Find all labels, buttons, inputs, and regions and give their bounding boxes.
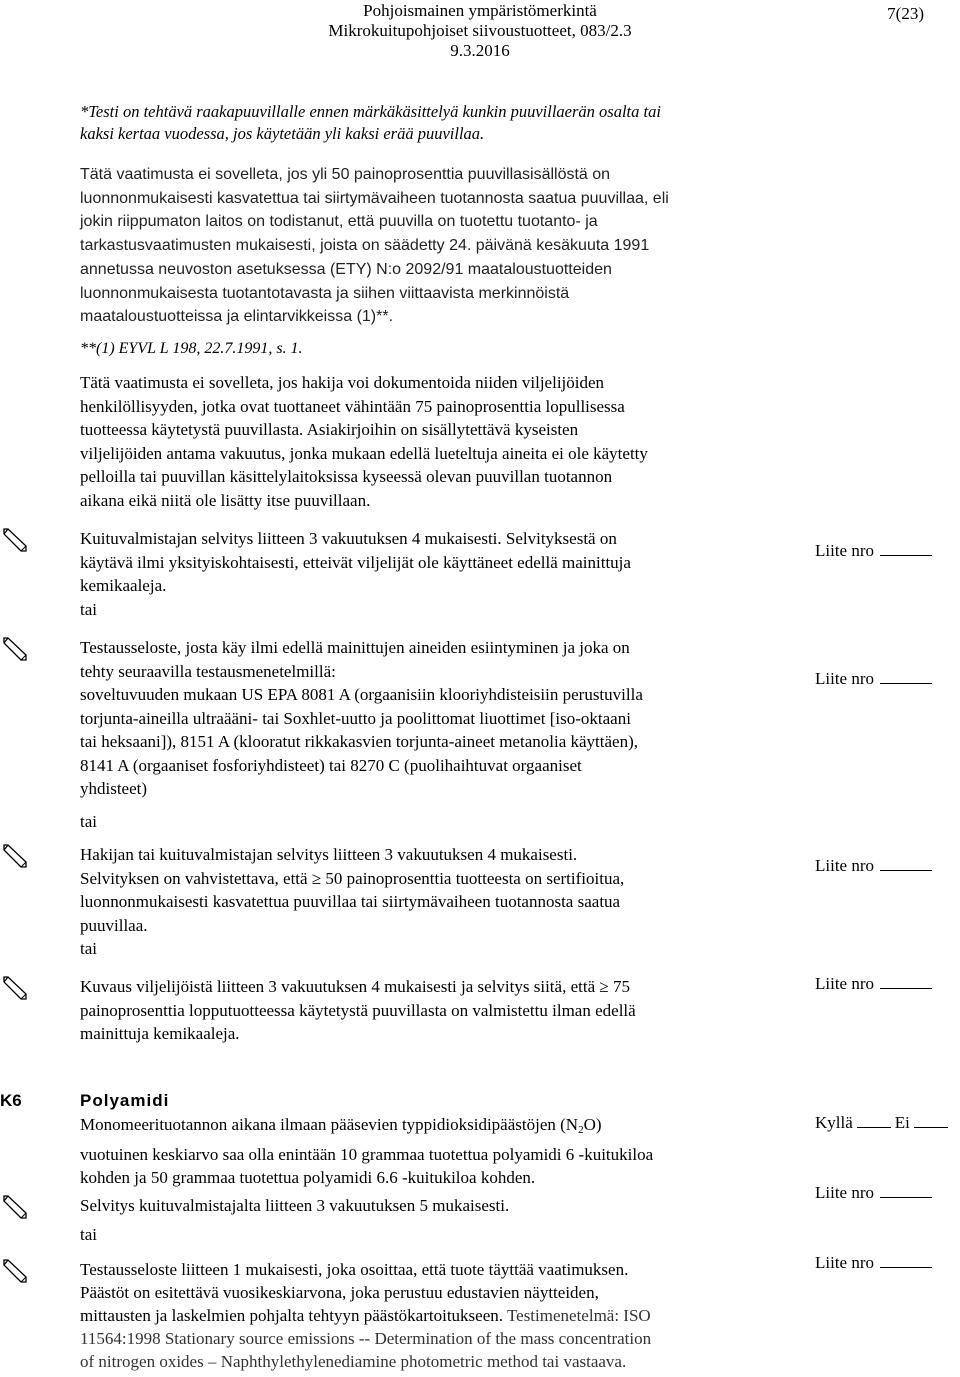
or-label: tai [80,1224,97,1244]
attachment-blank[interactable] [880,541,932,556]
paragraph-line: henkilöllisyyden, jotka ovat tuottaneet vähintään 75 painoprosenttia lopullisessa [80,396,625,416]
paragraph-line: annetussa neuvoston asetuksessa (ETY) N:o 2092/91 maataloustuotteiden [80,260,612,278]
attachment-label: Liite nro [815,1253,875,1272]
text-segment: Monomeerituotannon aikana ilmaan pääsevien typpidioksidipäästöjen (N [80,1115,579,1134]
greater-equal-symbol: ≥ [311,868,322,888]
text-segment: 75 [608,977,630,996]
attachment-number-field[interactable] [815,1181,955,1205]
requirement-line: vuotuinen keskiarvo saa olla enintään 10 grammaa tuotettua polyamidi 6 -kuitukiloa [80,1144,654,1164]
or-label: tai [80,811,97,831]
paragraph-line: luonnonmukaisesti kasvatettua tai siirtymävaiheen tuotannosta saatua puuvillaa, eli [80,189,669,207]
attachment-label: Liite nro [815,1183,875,1202]
pencil-icon [2,527,30,553]
header-subtitle: Mikrokuitupohjoiset siivoustuotteet, 083/2.3 [328,21,632,40]
pencil-icon [2,975,30,1001]
requirement-4 [80,975,780,1046]
pencil-icon [2,636,30,662]
requirement-2 [80,636,780,833]
k6-requirement-text [80,1113,780,1190]
document-header [0,2,960,62]
footnote: **(1) EYVL L 198, 22.7.1991, s. 1. [80,340,303,357]
paragraph-line: aikana eikä niitä ole lisätty itse puuvillaan. [80,490,371,510]
requirement-line: puuvillaa. [80,915,148,935]
requirement-line: luonnonmukaisesti kasvatettua puuvillaa tai siirtymävaiheen tuotannosta saatua [80,892,621,911]
paragraph-line: jokin riippumaton laitos on todistanut, että puuvilla on tuotettu tuotanto- ja [80,213,598,231]
paragraph-line: tuotteessa käytetystä puuvillasta. Asiakirjoihin on sisällytettävä kyseisten [80,420,579,439]
attachment-blank[interactable] [880,974,932,989]
or-label: tai [80,599,97,619]
requirement-line [80,1304,780,1327]
pencil-icon [2,1194,30,1220]
note-line: *Testi on tehtävä raakapuuvillalle ennen märkäkäsittelyä kunkin puuvillaerän osalta tai [80,102,661,121]
or-label: tai [80,939,97,958]
paragraph-line: pelloilla tai puuvillan käsittelylaitoksissa kyseessä olevan puuvillan tuotannon [80,467,613,486]
header-date: 9.3.2016 [450,41,510,60]
k6-requirement-2 [80,1258,780,1373]
requirement-line: Testausseloste liitteen 1 mukaisesti, joka osoittaa, että tuote täyttää vaatimuksen. [80,1260,629,1279]
paragraph-line: maataloustuotteissa ja elintarvikkeissa (1)**. [80,308,394,326]
page-number: 7(23) [887,4,924,23]
requirement-line: Hakijan tai kuituvalmistajan selvitys liitteen 3 vakuutuksen 4 mukaisesti. [80,845,578,864]
requirement-1 [80,527,780,621]
attachment-blank[interactable] [880,1253,932,1268]
attachment-label: Liite nro [815,856,875,875]
exemption-paragraph-2 [80,371,780,512]
attachment-blank[interactable] [880,669,932,684]
requirement-line: 11564:1998 Stationary source emissions -- Determination of the mass concentration [80,1329,652,1348]
test-note [80,101,800,145]
paragraph-line: luonnonmukaisesta tuotantotavasta ja siihen viittaavista merkinnöistä [80,284,570,302]
paragraph-line: Tätä vaatimusta ei sovelleta, jos yli 50 painoprosenttia puuvillasisällöstä on [80,166,611,183]
text-segment: mittausten ja laskelmien pohjalta tehtyyn päästökartoitukseen. [80,1306,507,1325]
text-segment: Selvityksen on vahvistettava, että [80,868,312,888]
yes-label: Kyllä [815,1113,853,1132]
text-segment: 50 painoprosenttia tuotteesta on sertifioitua, [321,868,625,888]
requirement-line: mainittuja kemikaaleja. [80,1024,240,1043]
attachment-number-field[interactable] [815,667,955,691]
section-title: Polyamidi [80,1091,170,1110]
greater-equal-symbol: ≥ [599,977,609,996]
attachment-label: Liite nro [815,669,875,688]
section-code: K6 [0,1091,22,1110]
yes-no-field[interactable] [815,1111,952,1135]
attachment-number-field[interactable] [815,1251,955,1275]
requirement-line [80,867,780,891]
requirement-line: painoprosenttia lopputuotteessa käytetystä puuvillasta on valmistettu ilman edellä [80,1000,636,1020]
yes-blank[interactable] [857,1113,891,1128]
requirement-line: tai heksaani]), 8151 A (klooratut rikkakasvien torjunta-aineet metanolia käyttäen), [80,732,638,751]
k6-requirement-1 [80,1194,780,1246]
attachment-blank[interactable] [880,856,932,871]
no-blank[interactable] [914,1113,948,1128]
requirement-line: soveltuvuuden mukaan US EPA 8081 A (orgaanisiin klooriyhdisteisiin perustuvilla [80,685,643,704]
paragraph-line: tarkastusvaatimusten mukaisesti, joista on säädetty 24. päivänä kesäkuuta 1991 [80,237,650,255]
paragraph-line: Tätä vaatimusta ei sovelleta, jos hakija voi dokumentoida niiden viljelijöiden [80,373,605,392]
requirement-line [80,975,780,999]
requirement-line [80,1113,780,1143]
text-segment: O) [583,1115,602,1134]
pencil-icon [2,1258,30,1284]
attachment-blank[interactable] [880,1183,932,1198]
attachment-label: Liite nro [815,541,875,560]
no-label: Ei [894,1113,910,1132]
requirement-line: tehty seuraavilla testausmenetelmillä: [80,661,336,681]
attachment-number-field[interactable] [815,854,955,878]
requirement-line: Päästöt on esitettävä vuosikeskiarvona, joka perustuu edustavien näytteiden, [80,1283,599,1302]
pencil-icon [2,843,30,869]
requirement-3 [80,843,780,961]
requirement-line: Testausseloste, josta käy ilmi edellä mainittujen aineiden esiintyminen ja joka on [80,638,630,657]
attachment-number-field[interactable] [815,972,955,996]
paragraph-line: viljelijöiden antama vakuutus, jonka mukaan edellä lueteltuja aineita ei ole käytetty [80,443,648,463]
test-method-label: Testimenetelmä: ISO [506,1306,651,1325]
requirement-line: kemikaaleja. [80,576,167,595]
subscript: 2 [578,1124,584,1136]
requirement-line: Kuituvalmistajan selvitys liitteen 3 vakuutuksen 4 mukaisesti. Selvityksestä on [80,529,617,548]
requirement-line: kohden ja 50 grammaa tuotettua polyamidi 6.6 -kuitukiloa kohden. [80,1168,536,1187]
requirement-line: Selvitys kuituvalmistajalta liitteen 3 vakuutuksen 5 mukaisesti. [80,1196,510,1215]
attachment-label: Liite nro [815,974,875,993]
attachment-number-field[interactable] [815,539,955,563]
note-line: kaksi kertaa vuodessa, jos käytetään yli kaksi erää puuvillaa. [80,124,485,143]
requirement-line: yhdisteet) [80,779,148,798]
requirement-line: 8141 A (orgaaniset fosforiyhdisteet) tai 8270 C (puolihaihtuvat orgaaniset [80,755,582,775]
text-segment: Kuvaus viljelijöistä liitteen 3 vakuutuksen 4 mukaisesti ja selvitys siitä, että [80,977,600,996]
requirement-line: käytävä ilmi yksityiskohtaisesti, etteivät viljelijät ole käyttäneet edellä mainittuja [80,552,631,572]
requirement-line: torjunta-aineilla ultraääni- tai Soxhlet-uutto ja poolittomat liuottimet [iso-oktaani [80,708,631,728]
header-title: Pohjoismainen ympäristömerkintä [363,1,597,20]
exemption-paragraph-1 [80,163,780,329]
requirement-line: of nitrogen oxides – Naphthylethylenediamine photometric method tai vastaava. [80,1352,627,1371]
